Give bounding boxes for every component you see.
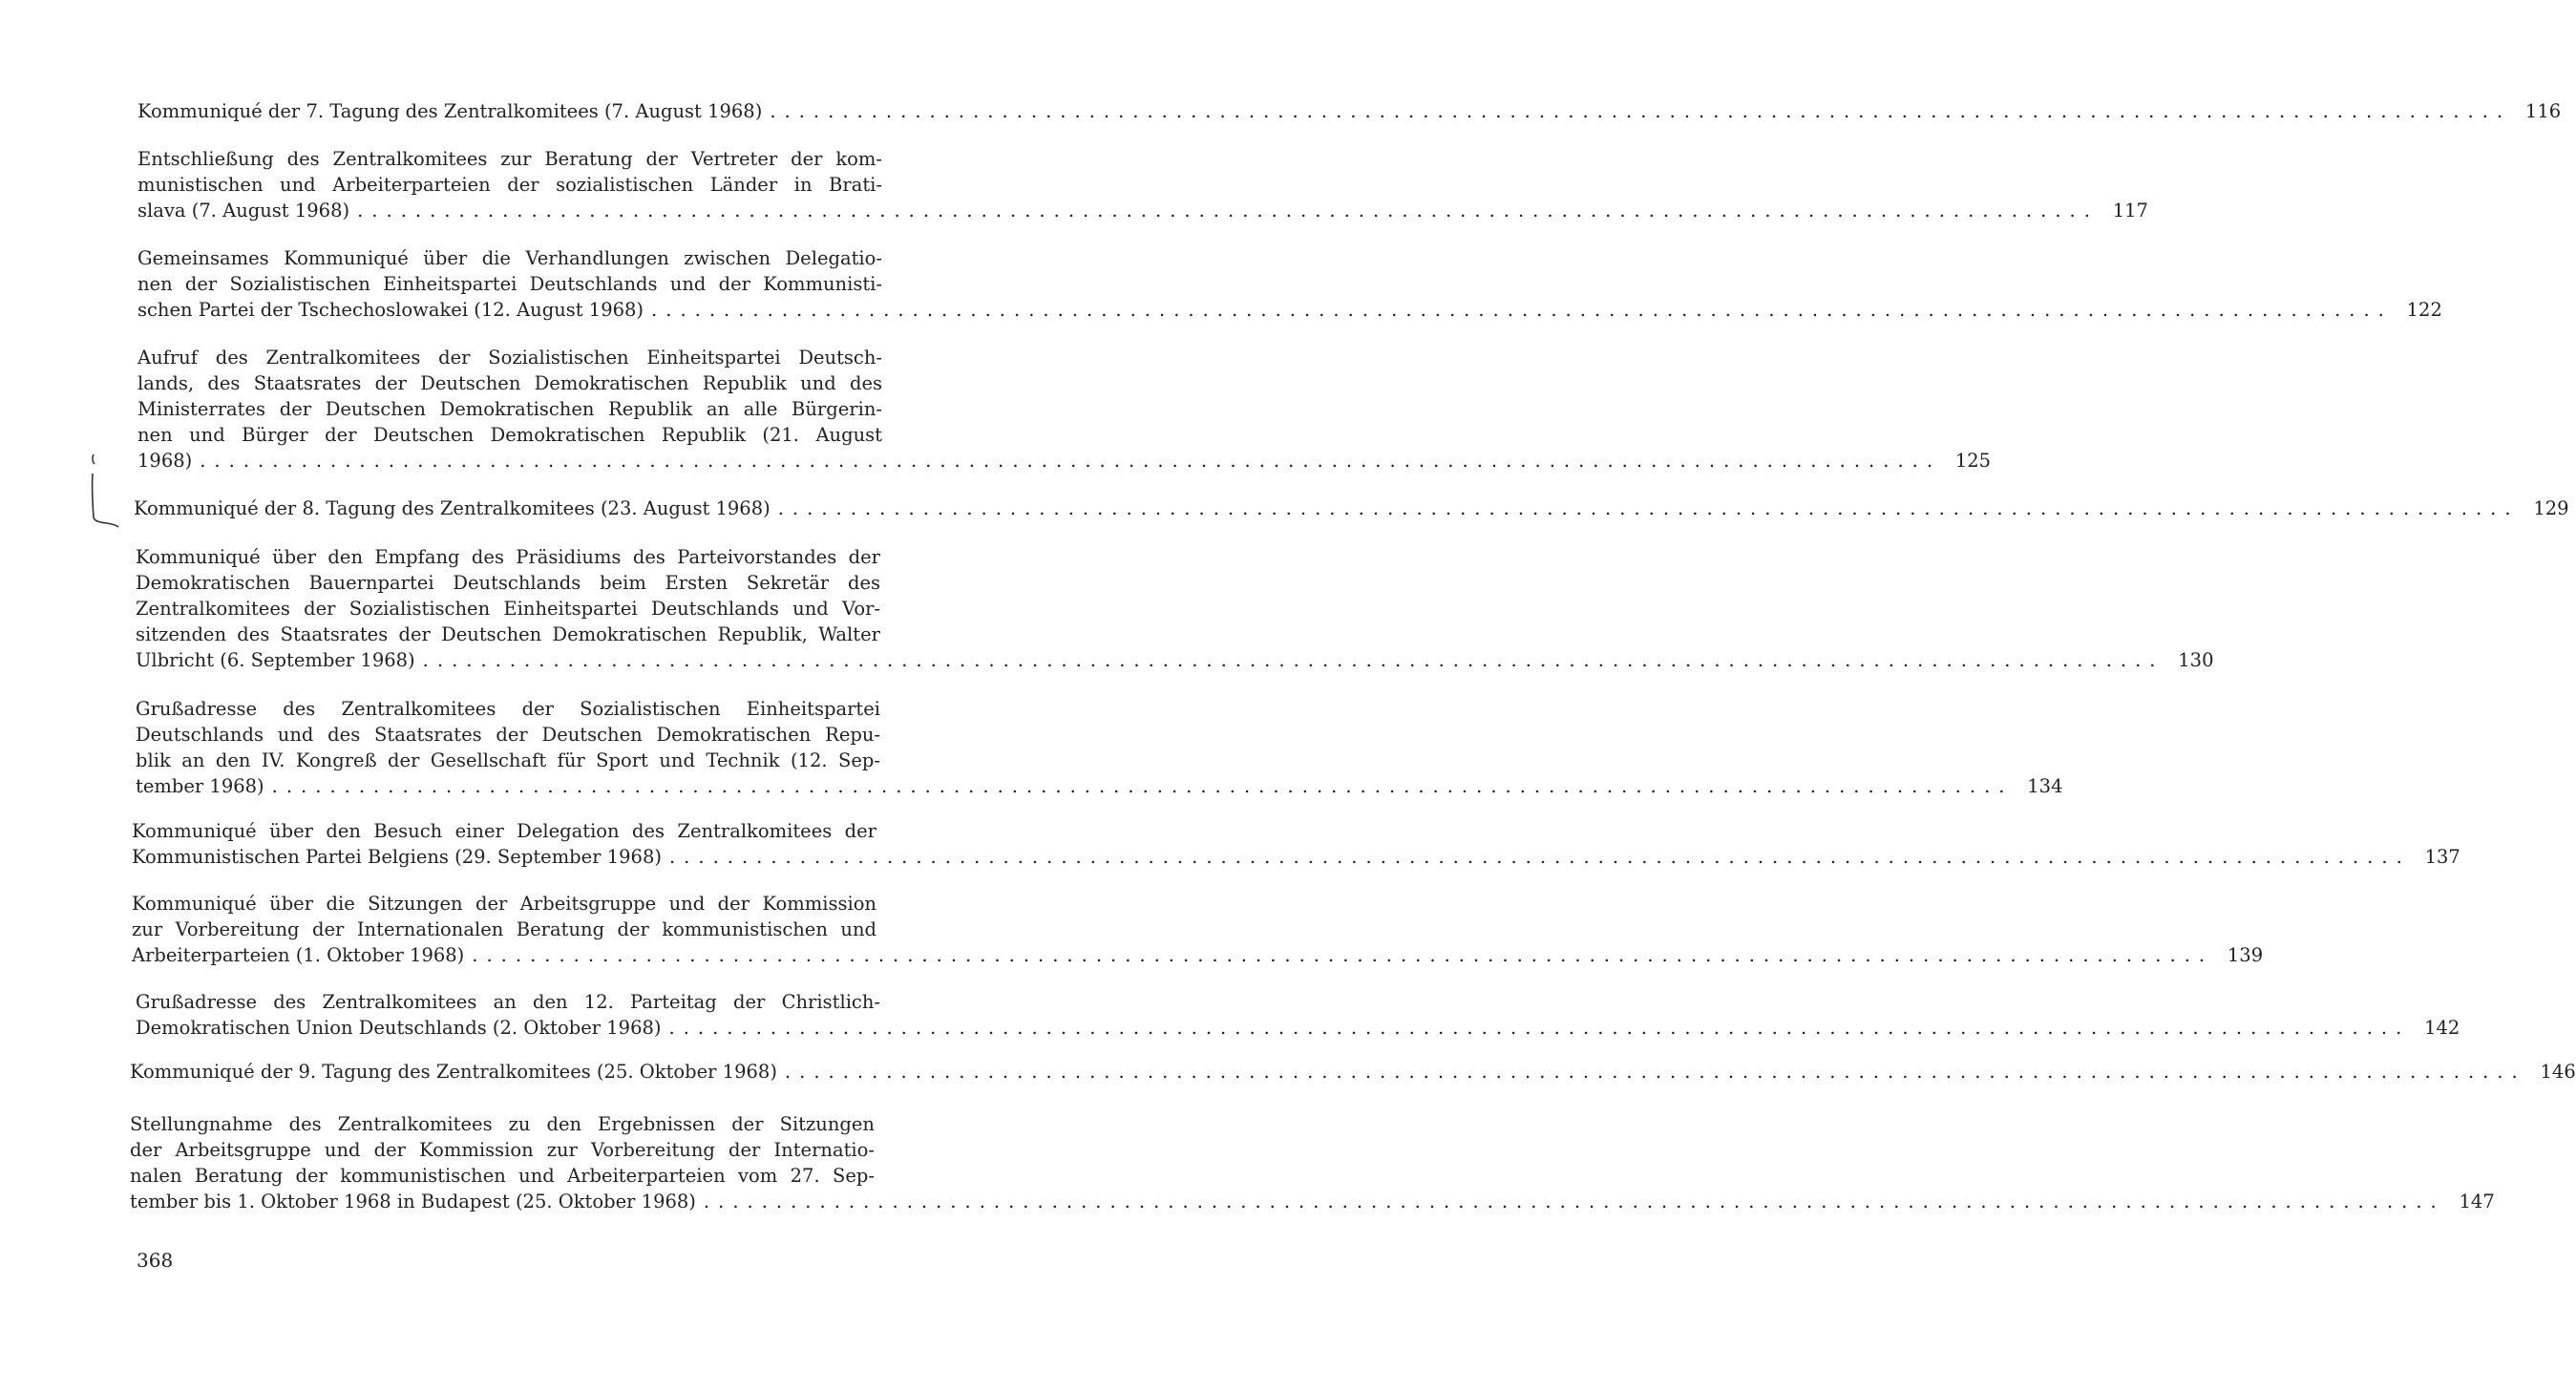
page-number: 368: [137, 1249, 174, 1272]
toc-entry-line: Grußadresse des Zentralkomitees der Sozialistischen Einheitspartei: [136, 698, 880, 720]
toc-entry[interactable]: [137, 345, 1992, 474]
toc-page-number: 117: [2112, 200, 2148, 221]
toc-entry[interactable]: [132, 891, 2264, 968]
toc-page-number: 130: [2178, 649, 2214, 671]
toc-entry-line: Kommuniqué über den Besuch einer Delegation des Zentralkomitees der: [132, 820, 876, 842]
toc-entry-line: slava (7. August 1968): [137, 200, 350, 221]
toc-entry-line: tember 1968): [136, 775, 264, 797]
toc-entry-line: Arbeiterparteien (1. Oktober 1968): [132, 944, 465, 966]
toc-entry-last-line: [136, 773, 2063, 799]
handwritten-margin-mark: [86, 449, 124, 535]
toc-entry-line: Deutschlands und des Staatsrates der Deutschen Demokratischen Repu-: [136, 724, 880, 746]
toc-entry-last-line: [136, 1015, 2460, 1041]
dot-leader: ........................................................................................................................: [472, 944, 2214, 966]
toc-page-number: 137: [2424, 846, 2460, 868]
toc-entry-last-line: [134, 495, 2569, 521]
dot-leader: ........................................................................................................................: [703, 1191, 2445, 1212]
toc-entry-line: nalen Beratung der kommunistischen und Arbeiterparteien vom 27. Sep-: [130, 1165, 875, 1187]
dot-leader: ........................................................................................................................: [651, 299, 2393, 321]
toc-entry-line: Kommuniqué der 7. Tagung des Zentralkomitees (7. August 1968): [137, 100, 763, 122]
toc-entry[interactable]: [134, 495, 2569, 521]
toc-page-number: 129: [2533, 497, 2569, 519]
toc-entry-last-line: [136, 647, 2214, 673]
toc-entry-last-line: [137, 448, 1992, 474]
toc-entry-line: Zentralkomitees der Sozialistischen Einheitspartei Deutschlands und Vor-: [136, 598, 880, 620]
dot-leader: ........................................................................................................................: [668, 846, 2411, 868]
toc-entry-line: nen der Sozialistischen Einheitspartei Deutschlands und der Kommunisti-: [137, 273, 882, 295]
toc-entry-line: Kommuniqué der 8. Tagung des Zentralkomitees (23. August 1968): [134, 497, 771, 519]
toc-entry-line: tember bis 1. Oktober 1968 in Budapest (25. Oktober 1968): [130, 1191, 696, 1212]
toc-page-number: 146: [2540, 1061, 2576, 1083]
dot-leader: ........................................................................................................................: [200, 450, 1942, 472]
toc-entry-line: Stellungnahme des Zentralkomitees zu den Ergebnissen der Sitzungen: [130, 1113, 875, 1135]
toc-page-number: 139: [2227, 944, 2264, 966]
dot-leader: ........................................................................................................................: [422, 649, 2164, 671]
toc-entry-line: Demokratischen Bauernpartei Deutschlands beim Ersten Sekretär des: [136, 572, 880, 594]
toc-entry-line: lands, des Staatsrates der Deutschen Demokratischen Republik und des: [137, 372, 882, 394]
toc-entry[interactable]: [130, 1059, 2576, 1085]
dot-leader: ........................................................................................................................: [668, 1017, 2411, 1039]
toc-entry-line: Kommunistischen Partei Belgiens (29. September 1968): [132, 846, 662, 868]
toc-entry-line: der Arbeitsgruppe und der Kommission zur Vorbereitung der Internatio-: [130, 1139, 875, 1161]
toc-entry-line: Ulbricht (6. September 1968): [136, 649, 415, 671]
toc-entry[interactable]: [137, 146, 2148, 223]
toc-entry-last-line: [137, 98, 2562, 124]
toc-page-number: 116: [2524, 100, 2562, 122]
toc-entry-line: zur Vorbereitung der Internationalen Beratung der kommunistischen und: [132, 918, 876, 940]
toc-entry-line: Entschließung des Zentralkomitees zur Beratung der Vertreter der kom-: [137, 148, 882, 170]
toc-entry-line: Ministerrates der Deutschen Demokratischen Republik an alle Bürgerin-: [137, 398, 882, 420]
toc-entry-last-line: [137, 297, 2442, 323]
toc-entry-line: 1968): [137, 450, 193, 472]
toc-entry-line: Kommuniqué der 9. Tagung des Zentralkomitees (25. Oktober 1968): [130, 1061, 777, 1083]
toc-entry-last-line: [132, 844, 2460, 870]
dot-leader: ........................................................................................................................: [357, 200, 2099, 221]
dot-leader: ........................................................................................................................: [271, 775, 2014, 797]
dot-leader: ........................................................................................................................: [770, 100, 2512, 122]
toc-entry-line: sitzenden des Staatsrates der Deutschen Demokratischen Republik, Walter: [136, 623, 880, 645]
toc-entry[interactable]: [132, 818, 2460, 870]
toc-entry[interactable]: [130, 1111, 2495, 1214]
toc-entry-line: Kommuniqué über die Sitzungen der Arbeitsgruppe und der Kommission: [132, 893, 876, 915]
toc-entry[interactable]: [136, 696, 2063, 799]
dot-leader: ........................................................................................................................: [777, 497, 2520, 519]
dot-leader: ........................................................................................................................: [784, 1061, 2526, 1083]
toc-entry-last-line: [132, 942, 2264, 968]
toc-entry-line: Demokratischen Union Deutschlands (2. Oktober 1968): [136, 1017, 662, 1039]
toc-entry-line: Gemeinsames Kommuniqué über die Verhandlungen zwischen Delegatio-: [137, 247, 882, 269]
toc-entry[interactable]: [137, 245, 2442, 323]
toc-entry[interactable]: [137, 98, 2562, 124]
toc-entry-line: schen Partei der Tschechoslowakei (12. August 1968): [137, 299, 644, 321]
toc-entry-line: munistischen und Arbeiterparteien der sozialistischen Länder in Brati-: [137, 174, 882, 196]
toc-entry-line: Kommuniqué über den Empfang des Präsidiums des Parteivorstandes der: [136, 546, 880, 568]
toc-entry-line: Aufruf des Zentralkomitees der Sozialistischen Einheitspartei Deutsch-: [137, 347, 882, 369]
toc-page-number: 125: [1954, 450, 1992, 472]
toc-entry-line: blik an den IV. Kongreß der Gesellschaft für Sport und Technik (12. Sep-: [136, 749, 880, 771]
toc-entry-last-line: [137, 198, 2148, 223]
toc-page-number: 147: [2459, 1191, 2495, 1212]
toc-page-number: 142: [2424, 1017, 2460, 1039]
toc-page-number: 122: [2406, 299, 2442, 321]
toc-entry[interactable]: [136, 989, 2460, 1041]
toc-page-number: 134: [2027, 775, 2063, 797]
toc-entry-line: Grußadresse des Zentralkomitees an den 12. Parteitag der Christlich-: [136, 991, 880, 1013]
toc-entry[interactable]: [136, 544, 2214, 673]
toc-entry-last-line: [130, 1059, 2576, 1085]
toc-entry-line: nen und Bürger der Deutschen Demokratischen Republik (21. August: [137, 424, 882, 446]
toc-entry-last-line: [130, 1189, 2495, 1214]
